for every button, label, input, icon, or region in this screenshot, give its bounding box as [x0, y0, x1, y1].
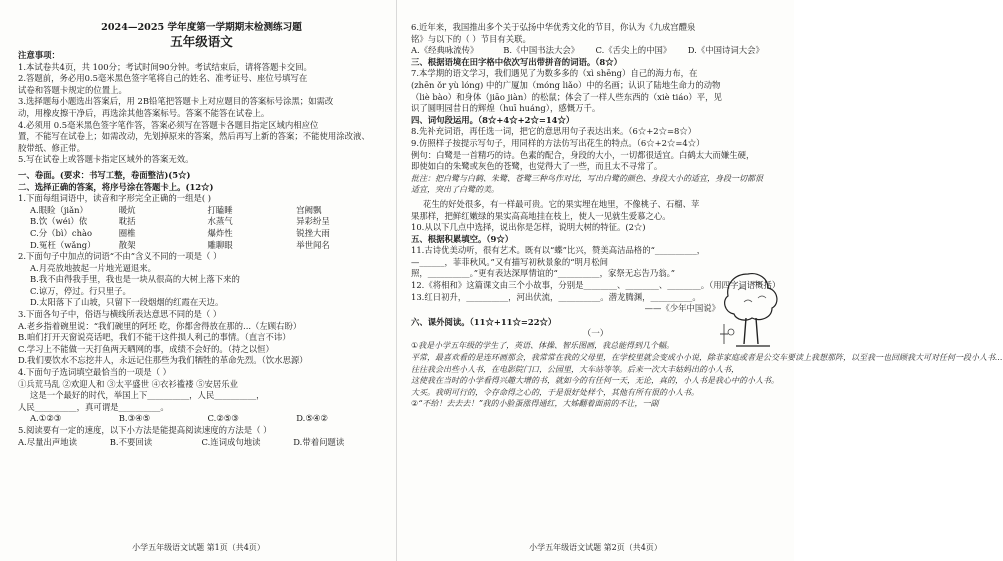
- question-4: 4.下面句子选词填空最恰当的一项是（ ）: [18, 367, 172, 378]
- question-9: 9.仿照样子按提示写句子，用同样的方法仿写出花生的特点。（6☆+2☆=4☆）: [411, 137, 705, 148]
- section-1-heading: 一、卷面。(要求：书写工整，卷面整洁)(5☆): [18, 169, 191, 180]
- q3-option: A.老乡指着碗里说：“我们碗里的阿坯 吃，你都舍得放在那的...（左顾右盼）: [18, 320, 302, 331]
- q2-option: D.太阳落下了山坡，只留下一段烟烟的红霞在天边。: [30, 297, 224, 308]
- note-line: 置，不能写在试卷上；如需改动，先划掉原来的答案，然后再写上新的答案；不能使用涂改液、: [18, 131, 370, 142]
- section-6-heading: 六、课外阅读。（11☆+11☆=22☆）: [411, 316, 557, 327]
- page-footer: 小学五年级语文试题 第2页（共4页）: [529, 543, 662, 552]
- exam-subtitle: 五年级语文: [170, 34, 233, 49]
- q7-line: (zhēn ǒr yù lóng) 中的广厦加（móng liǎo）中的名画；认识了陆地生命力的动物: [411, 79, 721, 90]
- question-11-cont: —______，菲菲秋风。”又有描写初秋景象的“明月松间: [411, 256, 608, 267]
- q9-example: 例句：白鹭是一首精巧的诗。色素的配合，身段的大小，一切都很适宜。白鹤太大而嫌生硬，: [411, 149, 755, 160]
- q3-option: B.咱们打开天窗说亮话吧，我们不能干这件损人利己的事情。（直言不讳）: [18, 332, 291, 343]
- q1-option-row: C.分（bì）chào 圈椎 爆炸性 锐挫大雨: [30, 227, 330, 238]
- question-11-cont: 照，__________。”更有表达深厚情谊的“__________，家祭无忘告乃翁。”: [411, 268, 676, 279]
- q7-line: 7.本学期的语文学习，我们遇见了为数多多的（xì shēng）自己的海力布，在: [411, 68, 698, 79]
- section-3-heading: 三、根据语境在田字格中依次写出带拼音的词语。（8☆）: [411, 56, 623, 67]
- passage-1-heading: （一）: [582, 329, 609, 340]
- passage-line: 往往我会出些小人书，在电影院门口，公园里，大车站等等。后来一次大丰姑妈出的小人书，: [411, 364, 739, 374]
- question-1: 1.下面每组词语中，读音和字形完全正确的一组是( ): [18, 193, 212, 204]
- notes-heading: 注意事项：: [18, 50, 60, 60]
- note-line: 试卷和答题卡规定的位置上。: [18, 84, 127, 95]
- note-line: 3.选择题每小题选出答案后，用 2B铅笔把答题卡上对应题目的答案标号涂黑；如需改: [18, 96, 334, 107]
- passage-line: 大买。我明可行的，令存命得之心的，于是很好处样个，其他有所有很的小人书。: [411, 387, 699, 397]
- q5-options: A.尽量出声地读 B.不要回读 C.连词成句地读 D.带着问题读: [18, 436, 345, 447]
- question-3: 3.下面各句子中，俗语与横线所表达意思不同的是（ ）: [18, 309, 222, 320]
- q6-options: A.《经典咏流传》 B.《中国书法大会》 C.《舌尖上的中国》 D.《中国诗词大会》: [411, 45, 764, 56]
- page-footer: 小学五年级语文试题 第1页（共4页）: [132, 543, 265, 552]
- note-line: 动，用橡皮擦干净后，再选涂其他答案标号。答案不能答在试卷上。: [18, 107, 270, 118]
- q4-options: A.①②③ B.③④⑤ C.②⑤③ D.⑤④②: [30, 413, 328, 424]
- q9-annotation: 批注：把白鹭与白鹤、朱鹭、苍鹭三种鸟作对比，写出白鹭的颜色、身段大小的适宜，身段一切都很: [411, 173, 763, 183]
- question-6-cont: 铭》与以下的（ ）节目有关联。: [411, 33, 531, 44]
- q13-source: ——《少年中国说》: [644, 303, 720, 314]
- note-line: 5.写在试卷上或答题卡指定区域外的答案无效。: [18, 154, 194, 165]
- exam-title: 2024—2025 学年度第一学期期末检测练习题: [101, 22, 302, 33]
- note-line: 胶带纸、修正带。: [18, 142, 85, 153]
- q9-example-cont: 即使如白的朱鹭或灰色的苍鹭，也觉得大了一些，而且太不寻常了。: [411, 161, 663, 172]
- section-5-heading: 五、根据积累填空。（9☆）: [411, 233, 514, 244]
- q1-option-row: D.冤枉（wǎng） 散架 雕聊眼 举世闻名: [30, 239, 330, 250]
- q1-option-row: A.眼睑（jiǎn） 暖炕 打瞌睡 宫阙飘: [30, 204, 322, 215]
- page-2: [397, 0, 1003, 561]
- section-2-heading: 二、选择正确的答案，将序号涂在答题卡上。(12☆): [18, 181, 214, 192]
- section-4-heading: 四、词句段运用。（8☆+4☆+2☆=14☆）: [411, 114, 575, 125]
- q4-fill-line: 人民__________，真可谓是__________。: [18, 401, 169, 412]
- question-11: 11.古诗优美动听，很有艺术。既有以“蝶”比兴，赞美高洁品格的“__________，: [411, 245, 706, 256]
- passage-line: 这使我在当时的小学看得兴趣大增的书，就如今的有任何一天，无论，真的，小人书是我心中的小人书。: [411, 376, 779, 386]
- passage-line: 平常，最喜欢看的是连环画那会，我常常在我的父母里，在学校里就会变成小小说，除非家庭或者是公交车要读上我想那阵，以至我一也回顾我大可对任何一段小人书...: [411, 353, 1003, 363]
- q1-option-row: B.饮（wéi）依 耽括 水蒸气 异彩纷呈: [30, 216, 330, 227]
- q3-option: C.学习上不能做一天打鱼两天晒网的事，成绩不会好的。（持之以恒）: [18, 343, 274, 354]
- q9-annotation-cont: 适宜，突出了白鹭的美。: [411, 185, 499, 195]
- question-12: 12.《将相和》这篇课文由三个小故事，分别是________、________、________。（用四字词语概括）: [411, 280, 781, 291]
- question-6: 6.近年来，我国推出多个关于弘扬中华优秀文化的节目，你认为《九成宫醴泉: [411, 22, 696, 32]
- question-5: 5.阅读要有一定的速度，以下小方法是能提高阅读速度的方法是（ ）: [18, 425, 272, 435]
- q7-line: （liè bào）和身体（jiāo jiàn）的松鼠；体会了一样人些东西的（xiè tiáo）平，见: [411, 91, 722, 102]
- tree-illustration: [718, 268, 782, 350]
- note-line: 2.答题前，务必用0.5毫米黑色签字笔将自己的姓名、准考证号、座位号填写在: [18, 73, 308, 84]
- q4-fill-line: 这是一个最好的时代，举国上下__________，人民__________，: [30, 390, 265, 401]
- passage-line: ①我是小学五年级的学生了，英语、体操、智乐图画，我总能得到几个幅。: [411, 341, 675, 351]
- question-13: 13.红日初升，__________，河出伏流，__________。潜龙腾渊，__________。: [411, 291, 701, 302]
- q7-line: 识了圆明园昔日的辉煌（huī huáng），感慨万千。: [411, 103, 601, 114]
- q2-option: B.我不由得我手里，我也是一块从很高的大树上落下来的: [30, 274, 240, 285]
- passage-line: ②“不给！去去去！”我的小脸蛋涨得通红，大姊翻着面前的不让，一副: [411, 399, 659, 409]
- question-8: 8.先补充词语，再任选一词，把它的意思用句子表达出来。（6☆+2☆=8☆）: [411, 126, 697, 137]
- q2-option: A.月亮放地披起一片地光逼退来。: [30, 262, 156, 273]
- page-1: [0, 0, 397, 561]
- question-10: 10.从以下几点中选择，说出你是怎样，说明大树的特征。(2☆): [411, 222, 646, 233]
- q2-option: C.谅万，停过。行只里子。: [30, 285, 131, 296]
- question-2: 2.下面句子中加点的词语“不由”含义不同的一项是（ ）: [18, 251, 222, 262]
- q9-passage-cont: 果那样，把鲜红嫩绿的果实高高地挂在枝上，使人一见就生爱慕之心。: [411, 210, 671, 221]
- q3-option: D.我们要饮水不忘挖井人，永远记住那些为我们牺牲的革命先烈。（饮水思源）: [18, 355, 308, 366]
- q4-word-bank: ①兵荒马乱 ②欢迎人和 ③太平盛世 ④衣衫褴褛 ⑤安居乐业: [18, 378, 239, 389]
- note-line: 1.本试卷共4页，共 100分；考试时间90分钟。考试结束后，请将答题卡交回。: [18, 61, 312, 72]
- q9-passage: 花生的好处很多，有一样最可贵。它的果实埋在地里，不像桃子、石榴、苹: [423, 198, 700, 209]
- note-line: 4.必须用 0.5毫米黑色签字笔作答，答案必须写在答题卡各题目指定区域内相应位: [18, 119, 319, 130]
